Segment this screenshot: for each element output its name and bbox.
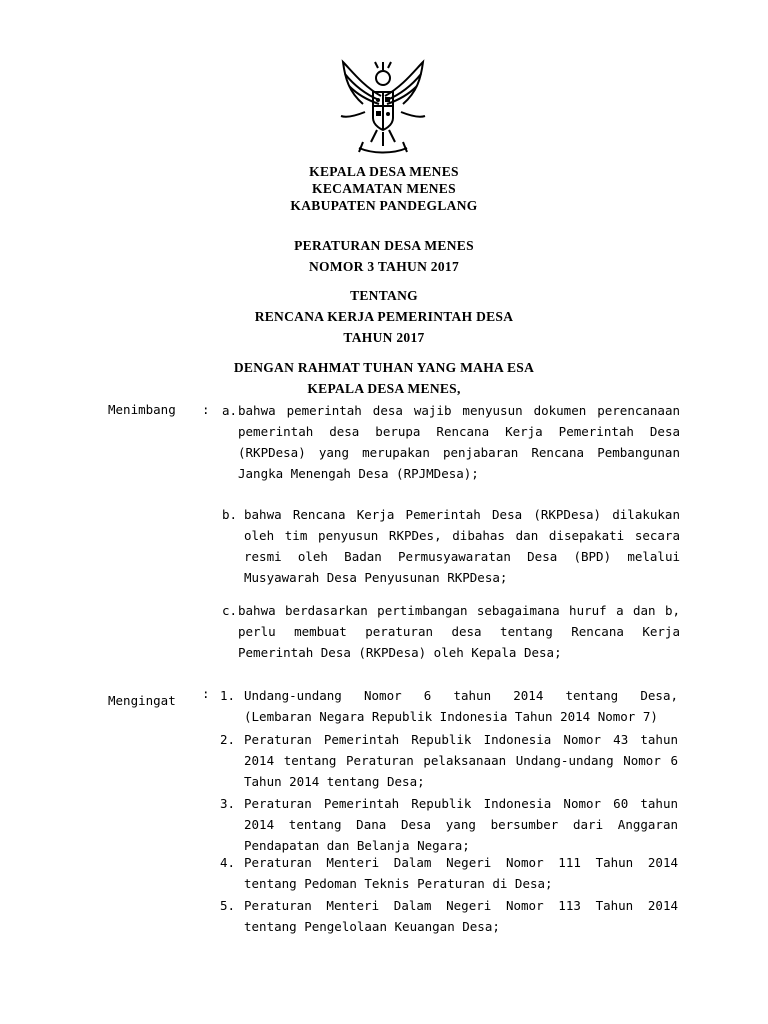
regulation-subject-2: TAHUN 2017 [343, 330, 425, 345]
regulation-subject-1: RENCANA KERJA PEMERINTAH DESA [254, 309, 514, 324]
header-line-3: KABUPATEN PANDEGLANG [290, 198, 478, 213]
header-line-1: KEPALA DESA MENES [309, 164, 459, 179]
item-marker: 4. [220, 855, 236, 870]
menimbang-item-c [222, 600, 682, 666]
item-line: Undang-undang Nomor 6 tahun 2014 tentang Desa, [244, 688, 678, 703]
item-marker: 5. [220, 898, 236, 913]
item-marker: a. [222, 403, 238, 418]
item-line: Peraturan Pemerintah Republik Indonesia Nomor 60 tahun [244, 796, 678, 811]
header-line-2: KECAMATAN MENES [312, 181, 456, 196]
item-line: bahwa pemerintah desa wajib menyusun dokumen perencanaan [238, 403, 680, 418]
mengingat-colon: : [202, 686, 210, 701]
item-line: Pemerintah Desa (RKPDesa) oleh Kepala Desa; [238, 645, 562, 660]
item-marker: 3. [220, 796, 236, 811]
item-marker: b. [222, 507, 238, 522]
menimbang-label: Menimbang [108, 402, 176, 417]
menimbang-colon: : [202, 402, 210, 417]
item-line: (Lembaran Negara Republik Indonesia Tahun 2014 Nomor 7) [244, 709, 658, 724]
menimbang-item-b [222, 504, 682, 594]
item-marker: 2. [220, 732, 236, 747]
mengingat-item-5 [220, 895, 680, 939]
authority-line: KEPALA DESA MENES, [307, 381, 461, 396]
item-line: bahwa Rencana Kerja Pemerintah Desa (RKPDesa) dilakukan [244, 507, 680, 522]
regulation-about: TENTANG [350, 288, 418, 303]
item-line: Musyawarah Desa Penyusunan RKPDesa; [244, 570, 508, 585]
item-marker: 1. [220, 688, 236, 703]
item-line: Peraturan Pemerintah Republik Indonesia Nomor 43 tahun [244, 732, 678, 747]
mengingat-item-1 [220, 685, 680, 729]
item-line: Pendapatan dan Belanja Negara; [244, 838, 470, 853]
mengingat-item-2 [220, 729, 680, 795]
item-line: bahwa berdasarkan pertimbangan sebagaimana huruf a dan b, [238, 603, 680, 618]
item-line: tentang Pengelolaan Keuangan Desa; [244, 919, 500, 934]
regulation-number: NOMOR 3 TAHUN 2017 [308, 259, 460, 274]
item-line: Peraturan Menteri Dalam Negeri Nomor 111 Tahun 2014 [244, 855, 678, 870]
garuda-emblem-icon [333, 56, 433, 160]
menimbang-item-a [222, 400, 682, 490]
item-line: pemerintah desa berupa Rencana Kerja Pemerintah Desa [238, 424, 680, 439]
mengingat-item-3 [220, 793, 680, 859]
item-line: 2014 tentang Dana Desa yang bersumber dari Anggaran [244, 817, 678, 832]
item-line: 2014 tentang Peraturan pelaksanaan Undang-undang Nomor 6 [244, 753, 678, 768]
item-line: Peraturan Menteri Dalam Negeri Nomor 113 Tahun 2014 [244, 898, 678, 913]
item-marker: c. [222, 603, 238, 618]
regulation-title: PERATURAN DESA MENES [294, 238, 474, 253]
item-line: tentang Pedoman Teknis Peraturan di Desa; [244, 876, 553, 891]
item-line: Jangka Menengah Desa (RPJMDesa); [238, 466, 479, 481]
item-line: oleh tim penyusun RKPDes, dibahas dan disepakati secara [244, 528, 680, 543]
item-line: (RKPDesa) yang merupakan penjabaran Rencana Pembangunan [238, 445, 680, 460]
mengingat-item-4 [220, 852, 680, 896]
item-line: perlu membuat peraturan desa tentang Rencana Kerja [238, 624, 680, 639]
item-line: resmi oleh Badan Permusyawaratan Desa (BPD) melalui [244, 549, 680, 564]
item-line: Tahun 2014 tentang Desa; [244, 774, 425, 789]
grace-line: DENGAN RAHMAT TUHAN YANG MAHA ESA [233, 360, 535, 375]
mengingat-label: Mengingat [108, 693, 176, 708]
